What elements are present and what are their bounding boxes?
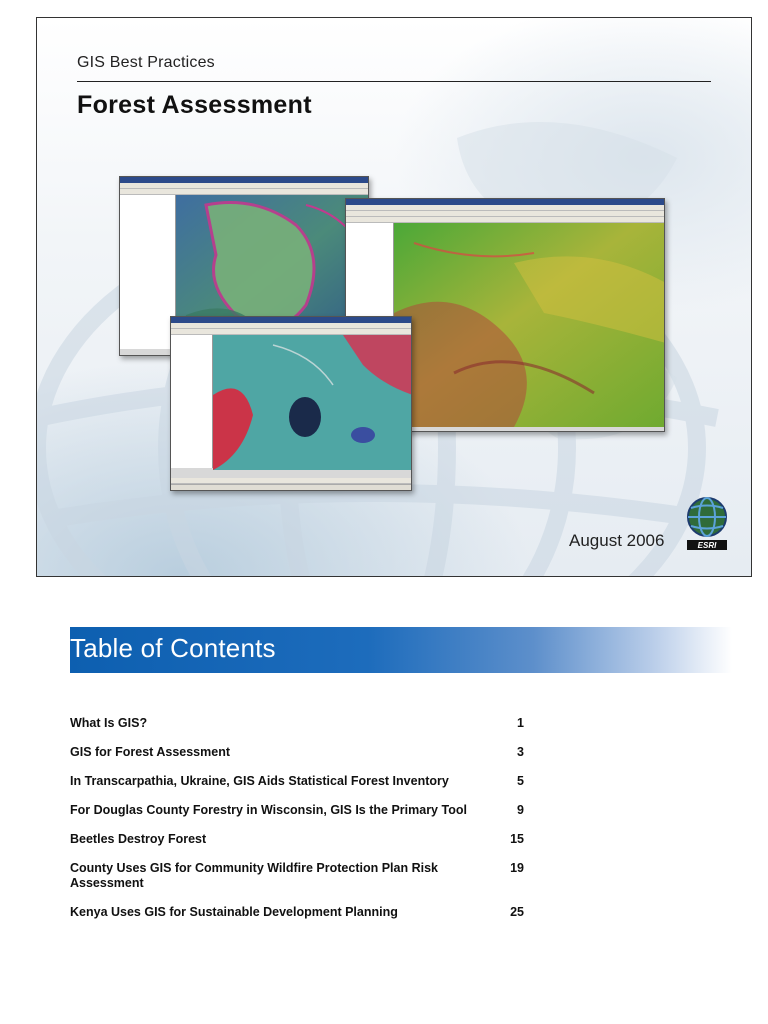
table-of-contents-pane [171,335,213,468]
toc-entry-title: Beetles Destroy Forest [70,832,207,846]
toc-entry-title: County Uses GIS for Community Wildfire Protection Plan Risk Assessment [70,861,438,890]
toc-entry-page: 19 [510,861,524,875]
toc-entry-page: 1 [517,716,524,730]
toc-entry[interactable] [70,745,524,760]
window-statusbar [171,484,411,490]
table-of-contents-pane [120,195,176,349]
publication-date: August 2006 [569,531,665,550]
toc-entry-title: What Is GIS? [70,716,148,730]
toc-entry[interactable] [70,861,524,891]
cover-panel [36,17,752,577]
toc-entry-title: Kenya Uses GIS for Sustainable Development Planning [70,905,398,919]
toc-entry[interactable] [70,716,524,731]
toc-entry-title: For Douglas County Forestry in Wisconsin, GIS Is the Primary Tool [70,803,467,817]
toc-entry-page: 3 [517,745,524,759]
satellite-map-view [213,335,412,470]
toc-heading: Table of Contents [70,633,276,663]
toc-entry-page: 5 [517,774,524,788]
cover-title: Forest Assessment [77,91,312,119]
toc-list [70,716,524,934]
toc-entry-title: GIS for Forest Assessment [70,745,231,759]
toc-entry-title: In Transcarpathia, Ukraine, GIS Aids Statistical Forest Inventory [70,774,449,788]
title-divider [77,81,711,82]
esri-logo-icon [685,496,729,552]
toc-entry-page: 25 [510,905,524,919]
svg-text:ESRI: ESRI [697,541,717,550]
toc-entry[interactable] [70,832,524,847]
toc-entry-page: 15 [510,832,524,846]
toc-entry[interactable] [70,905,524,920]
toc-entry-page: 9 [517,803,524,817]
toc-entry[interactable] [70,774,524,789]
series-title: GIS Best Practices [77,54,215,71]
vegetation-map-view [394,223,665,427]
toc-entry[interactable] [70,803,524,818]
screenshot-arcmap-3 [170,316,412,491]
